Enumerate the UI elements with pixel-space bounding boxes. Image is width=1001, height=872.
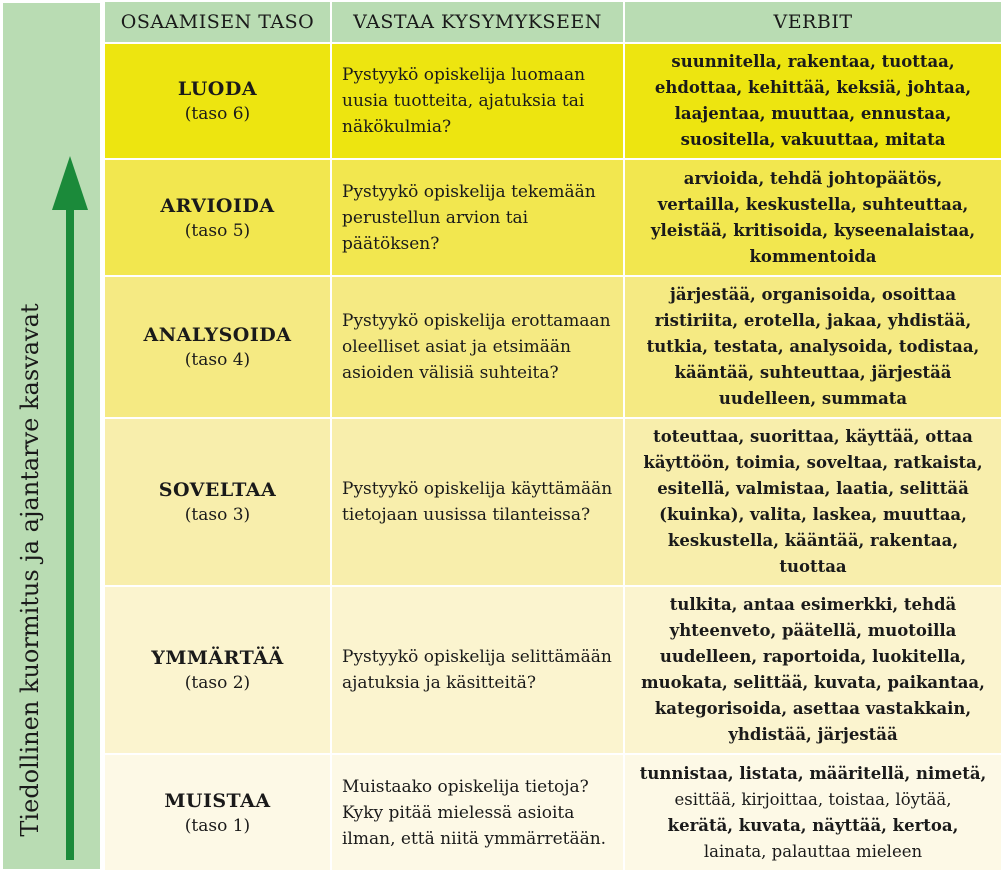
table-row (104, 159, 1001, 276)
header-level: OSAAMISEN TASO (104, 1, 331, 43)
table-row (104, 43, 1001, 159)
verbs-cell: järjestää, organisoida, osoittaa ristiriita, erotella, jakaa, yhdistää, tutkia, testata, analysoida, todistaa, kääntää, suhteuttaa, järjestää uudelleen, summata (624, 276, 1001, 418)
level-name: ANALYSOIDA (143, 324, 292, 346)
table-row (104, 276, 1001, 418)
header-verbs: VERBIT (624, 1, 1001, 43)
verbs-line: tunnistaa, listata, määritellä, nimetä, (639, 763, 987, 783)
level-name: YMMÄRTÄÄ (151, 647, 284, 669)
level-number: (taso 6) (184, 104, 251, 124)
sidebar (0, 0, 103, 872)
verbs-cell: suunnitella, rakentaa, tuottaa, ehdottaa, kehittää, keksiä, johtaa, laajentaa, muuttaa, ennustaa, suositella, vakuuttaa, mitata (624, 43, 1001, 159)
table-row (104, 754, 1001, 871)
verbs-cell: toteuttaa, suorittaa, käyttää, ottaa käyttöön, toimia, soveltaa, ratkaista, esitellä, valmistaa, laatia, selittää (kuinka), valita, laskea, muuttaa, keskustella, kääntää, rakentaa, tuottaa (624, 418, 1001, 586)
level-name: LUODA (177, 78, 258, 100)
table-row (104, 586, 1001, 754)
verbs-cell (624, 754, 1001, 871)
question-cell: Muistaako opiskelija tietoja? Kyky pitää mielessä asioita ilman, että niitä ymmärretään. (331, 754, 624, 871)
level-cell (104, 159, 331, 276)
level-number: (taso 3) (184, 505, 251, 525)
level-cell (104, 586, 331, 754)
arrow-shaft (66, 196, 74, 860)
question-cell: Pystyykö opiskelija selittämään ajatuksia ja käsitteitä? (331, 586, 624, 754)
question-cell: Pystyykö opiskelija erottamaan oleelliset asiat ja etsimään asioiden välisiä suhteita? (331, 276, 624, 418)
level-cell (104, 43, 331, 159)
sidebar-label: Tiedollinen kuormitus ja ajantarve kasvavat (16, 303, 44, 837)
verbs-line: lainata, palauttaa mieleen (703, 841, 923, 861)
level-name: SOVELTAA (158, 479, 277, 501)
question-cell: Pystyykö opiskelija käyttämään tietojaan uusissa tilanteissa? (331, 418, 624, 586)
header-question: VASTAA KYSYMYKSEEN (331, 1, 624, 43)
level-number: (taso 5) (184, 220, 251, 241)
level-cell (104, 754, 331, 871)
level-cell (104, 276, 331, 418)
question-cell: Pystyykö opiskelija tekemään perustellun arvion tai päätöksen? (331, 159, 624, 276)
verbs-line: kerätä, kuvata, näyttää, kertoa, (667, 815, 959, 835)
verbs-line: esittää, kirjoittaa, toistaa, löytää, (674, 789, 952, 809)
table-row (104, 418, 1001, 586)
level-number: (taso 2) (184, 673, 251, 693)
verbs-cell: tulkita, antaa esimerkki, tehdä yhteenveto, päätellä, muotoilla uudelleen, raportoida, luokitella, muokata, selittää, kuvata, paikantaa, kategorisoida, asettaa vastakkain, yhdistää, järjestää (624, 586, 1001, 754)
verbs-cell: arvioida, tehdä johtopäätös, vertailla, keskustella, suhteuttaa, yleistää, kritisoida, kyseenalaistaa, kommentoida (624, 159, 1001, 276)
level-name: MUISTAA (164, 789, 271, 812)
level-cell (104, 418, 331, 586)
level-name: ARVIOIDA (160, 194, 275, 217)
level-number: (taso 1) (184, 815, 251, 836)
header-row (104, 1, 1001, 43)
level-number: (taso 4) (184, 350, 251, 370)
question-cell: Pystyykö opiskelija luomaan uusia tuotteita, ajatuksia tai näkökulmia? (331, 43, 624, 159)
bloom-taxonomy-table (103, 0, 1001, 872)
